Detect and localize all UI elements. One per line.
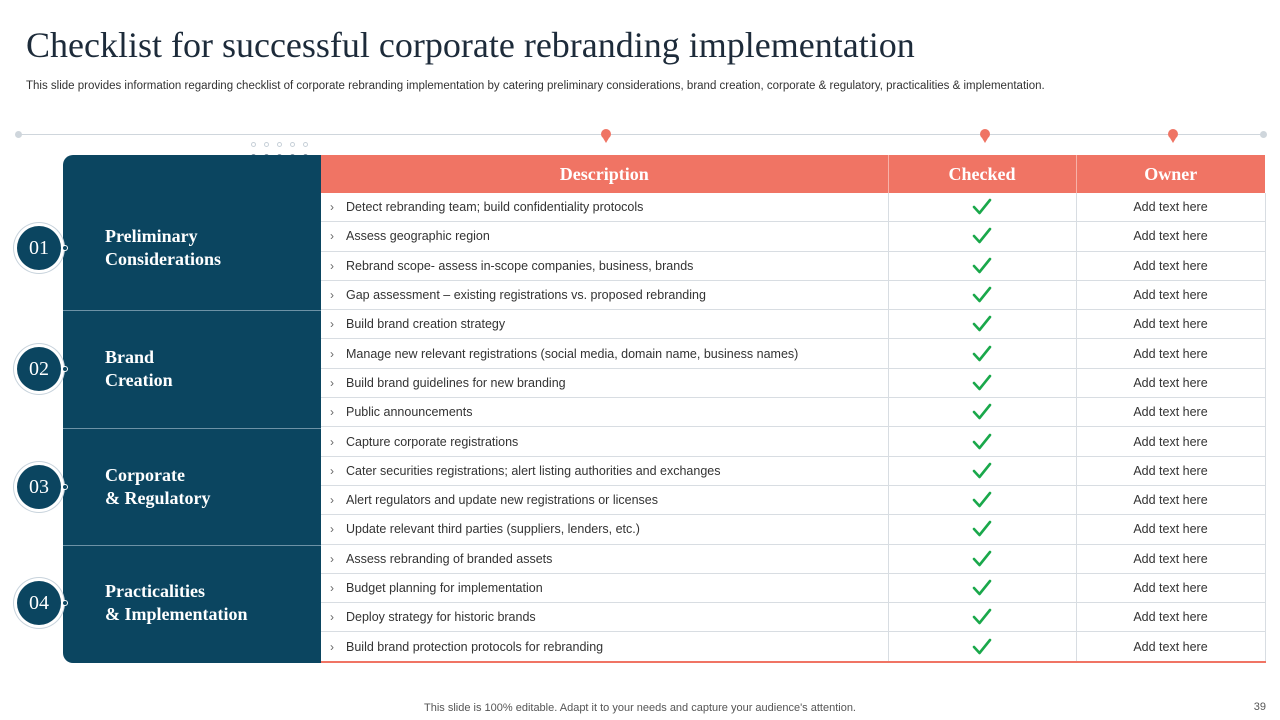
checked-cell	[888, 485, 1076, 514]
chevron-right-icon: ›	[330, 522, 334, 537]
owner-cell[interactable]: Add text here	[1076, 368, 1265, 397]
section-label-line2: & Implementation	[105, 604, 248, 624]
description-cell	[321, 310, 888, 339]
table-row	[321, 603, 1265, 632]
description-text: Assess rebranding of branded assets	[346, 551, 553, 566]
checked-cell	[888, 515, 1076, 544]
owner-cell[interactable]: Add text here	[1076, 573, 1265, 602]
owner-cell[interactable]: Add text here	[1076, 544, 1265, 573]
checked-cell	[888, 398, 1076, 427]
table-header-row	[321, 155, 1265, 193]
column-header-owner: Owner	[1076, 155, 1265, 193]
owner-cell[interactable]: Add text here	[1076, 310, 1265, 339]
checked-cell	[888, 632, 1076, 662]
owner-cell[interactable]: Add text here	[1076, 222, 1265, 251]
table-row	[321, 398, 1265, 427]
description-text: Build brand guidelines for new branding	[346, 375, 566, 390]
checkmark-icon	[972, 345, 992, 363]
description-text: Deploy strategy for historic brands	[346, 610, 536, 625]
checkmark-icon	[972, 550, 992, 568]
timeline-end-dot	[1260, 131, 1267, 138]
pin-icon	[601, 129, 611, 139]
checkmark-icon	[972, 257, 992, 275]
checkmark-icon	[972, 227, 992, 245]
description-cell	[321, 339, 888, 368]
chevron-right-icon: ›	[330, 639, 334, 654]
owner-cell[interactable]: Add text here	[1076, 632, 1265, 662]
description-text: Build brand creation strategy	[346, 317, 506, 332]
description-text: Manage new relevant registrations (social media, domain name, business names)	[346, 346, 799, 361]
section-divider	[63, 310, 321, 311]
checkmark-icon	[972, 579, 992, 597]
checkmark-icon	[972, 403, 992, 421]
section-label-line2: & Regulatory	[105, 488, 211, 508]
page-title: Checklist for successful corporate rebranding implementation	[26, 25, 915, 65]
checked-cell	[888, 368, 1076, 397]
description-cell	[321, 368, 888, 397]
checkmark-icon	[972, 198, 992, 216]
chevron-right-icon: ›	[330, 229, 334, 244]
table-row	[321, 544, 1265, 573]
description-cell	[321, 398, 888, 427]
section-label-line2: Considerations	[105, 249, 222, 269]
chevron-right-icon: ›	[330, 581, 334, 595]
connector-dot	[62, 245, 68, 251]
table-row	[321, 456, 1265, 485]
section-label-line2: Creation	[105, 370, 173, 390]
description-text: Assess geographic region	[346, 229, 490, 244]
timeline-end-dot	[15, 131, 22, 138]
chevron-right-icon: ›	[330, 317, 334, 332]
page-subtitle: This slide provides information regarding checklist of corporate rebranding implementation by catering preliminary considerations, brand creation, corporate & regulatory, practicalities & implementation.	[26, 80, 1045, 92]
checked-cell	[888, 603, 1076, 632]
table-row	[321, 573, 1265, 602]
section-label-line1: Brand	[105, 347, 155, 367]
description-text: Build brand protection protocols for rebranding	[346, 639, 604, 654]
description-cell	[321, 251, 888, 280]
checked-cell	[888, 456, 1076, 485]
section-divider	[63, 545, 321, 546]
section-number-badge: 03	[17, 465, 61, 509]
owner-cell[interactable]: Add text here	[1076, 280, 1265, 309]
section-label-line1: Preliminary	[105, 226, 198, 246]
column-header-description: Description	[321, 155, 888, 193]
chevron-right-icon: ›	[330, 434, 334, 449]
table-row	[321, 251, 1265, 280]
section-label	[105, 346, 173, 392]
description-text: Alert regulators and update new registrations or licenses	[346, 493, 658, 508]
checked-cell	[888, 573, 1076, 602]
checked-cell	[888, 251, 1076, 280]
table-row	[321, 339, 1265, 368]
chevron-right-icon: ›	[330, 405, 334, 420]
description-text: Budget planning for implementation	[346, 581, 543, 595]
chevron-right-icon: ›	[330, 463, 334, 478]
description-cell	[321, 603, 888, 632]
description-cell	[321, 193, 888, 222]
section-label	[105, 225, 221, 271]
table-row	[321, 427, 1265, 456]
checkmark-icon	[972, 638, 992, 656]
section-label	[105, 464, 210, 510]
chevron-right-icon: ›	[330, 346, 334, 361]
section-label-line1: Corporate	[105, 465, 185, 485]
owner-cell[interactable]: Add text here	[1076, 398, 1265, 427]
chevron-right-icon: ›	[330, 200, 334, 215]
description-text: Cater securities registrations; alert listing authorities and exchanges	[346, 463, 721, 478]
chevron-right-icon: ›	[330, 610, 334, 625]
table-row	[321, 485, 1265, 514]
description-cell	[321, 544, 888, 573]
owner-cell[interactable]: Add text here	[1076, 603, 1265, 632]
page-number: 39	[1253, 701, 1266, 713]
connector-dot	[62, 600, 68, 606]
connector-dot	[62, 366, 68, 372]
description-cell	[321, 632, 888, 662]
owner-cell[interactable]: Add text here	[1076, 485, 1265, 514]
checkmark-icon	[972, 374, 992, 392]
table-row	[321, 193, 1265, 222]
chevron-right-icon: ›	[330, 375, 334, 390]
checkmark-icon	[972, 491, 992, 509]
description-cell	[321, 222, 888, 251]
chevron-right-icon: ›	[330, 258, 334, 273]
owner-cell[interactable]: Add text here	[1076, 427, 1265, 456]
description-cell	[321, 573, 888, 602]
description-text: Capture corporate registrations	[346, 434, 519, 449]
chevron-right-icon: ›	[330, 493, 334, 508]
section-panel	[63, 155, 321, 663]
description-text: Public announcements	[346, 405, 473, 420]
checkmark-icon	[972, 286, 992, 304]
connector-dot	[62, 484, 68, 490]
table-row	[321, 280, 1265, 309]
checked-cell	[888, 222, 1076, 251]
checked-cell	[888, 193, 1076, 222]
chevron-right-icon: ›	[330, 551, 334, 566]
section-number-badge: 01	[17, 226, 61, 270]
section-divider	[63, 428, 321, 429]
description-cell	[321, 427, 888, 456]
checkmark-icon	[972, 462, 992, 480]
checkmark-icon	[972, 520, 992, 538]
checked-cell	[888, 339, 1076, 368]
section-number-badge: 02	[17, 347, 61, 391]
checked-cell	[888, 544, 1076, 573]
column-header-checked: Checked	[888, 155, 1076, 193]
checkmark-icon	[972, 315, 992, 333]
description-cell	[321, 485, 888, 514]
owner-cell[interactable]: Add text here	[1076, 456, 1265, 485]
description-text: Detect rebranding team; build confidentiality protocols	[346, 200, 644, 215]
chevron-right-icon: ›	[330, 288, 334, 303]
description-text: Update relevant third parties (suppliers, lenders, etc.)	[346, 522, 640, 537]
checklist-table	[321, 155, 1266, 663]
checked-cell	[888, 280, 1076, 309]
checkmark-icon	[972, 433, 992, 451]
pin-icon	[980, 129, 990, 139]
description-text: Rebrand scope- assess in-scope companies, business, brands	[346, 258, 694, 273]
checked-cell	[888, 310, 1076, 339]
table-row	[321, 368, 1265, 397]
footer-note: This slide is 100% editable. Adapt it to your needs and capture your audience's attention.	[424, 702, 856, 714]
description-cell	[321, 456, 888, 485]
owner-cell[interactable]: Add text here	[1076, 515, 1265, 544]
table-row	[321, 222, 1265, 251]
table-row	[321, 632, 1265, 662]
table-row	[321, 310, 1265, 339]
description-cell	[321, 280, 888, 309]
owner-cell[interactable]: Add text here	[1076, 339, 1265, 368]
owner-cell[interactable]: Add text here	[1076, 251, 1265, 280]
table-row	[321, 515, 1265, 544]
checked-cell	[888, 427, 1076, 456]
checkmark-icon	[972, 608, 992, 626]
description-cell	[321, 515, 888, 544]
pin-icon	[1168, 129, 1178, 139]
description-text: Gap assessment – existing registrations vs. proposed rebranding	[346, 288, 706, 303]
timeline-line	[18, 134, 1264, 135]
section-label-line1: Practicalities	[105, 581, 205, 601]
section-label	[105, 580, 248, 626]
section-number-badge: 04	[17, 581, 61, 625]
owner-cell[interactable]: Add text here	[1076, 193, 1265, 222]
